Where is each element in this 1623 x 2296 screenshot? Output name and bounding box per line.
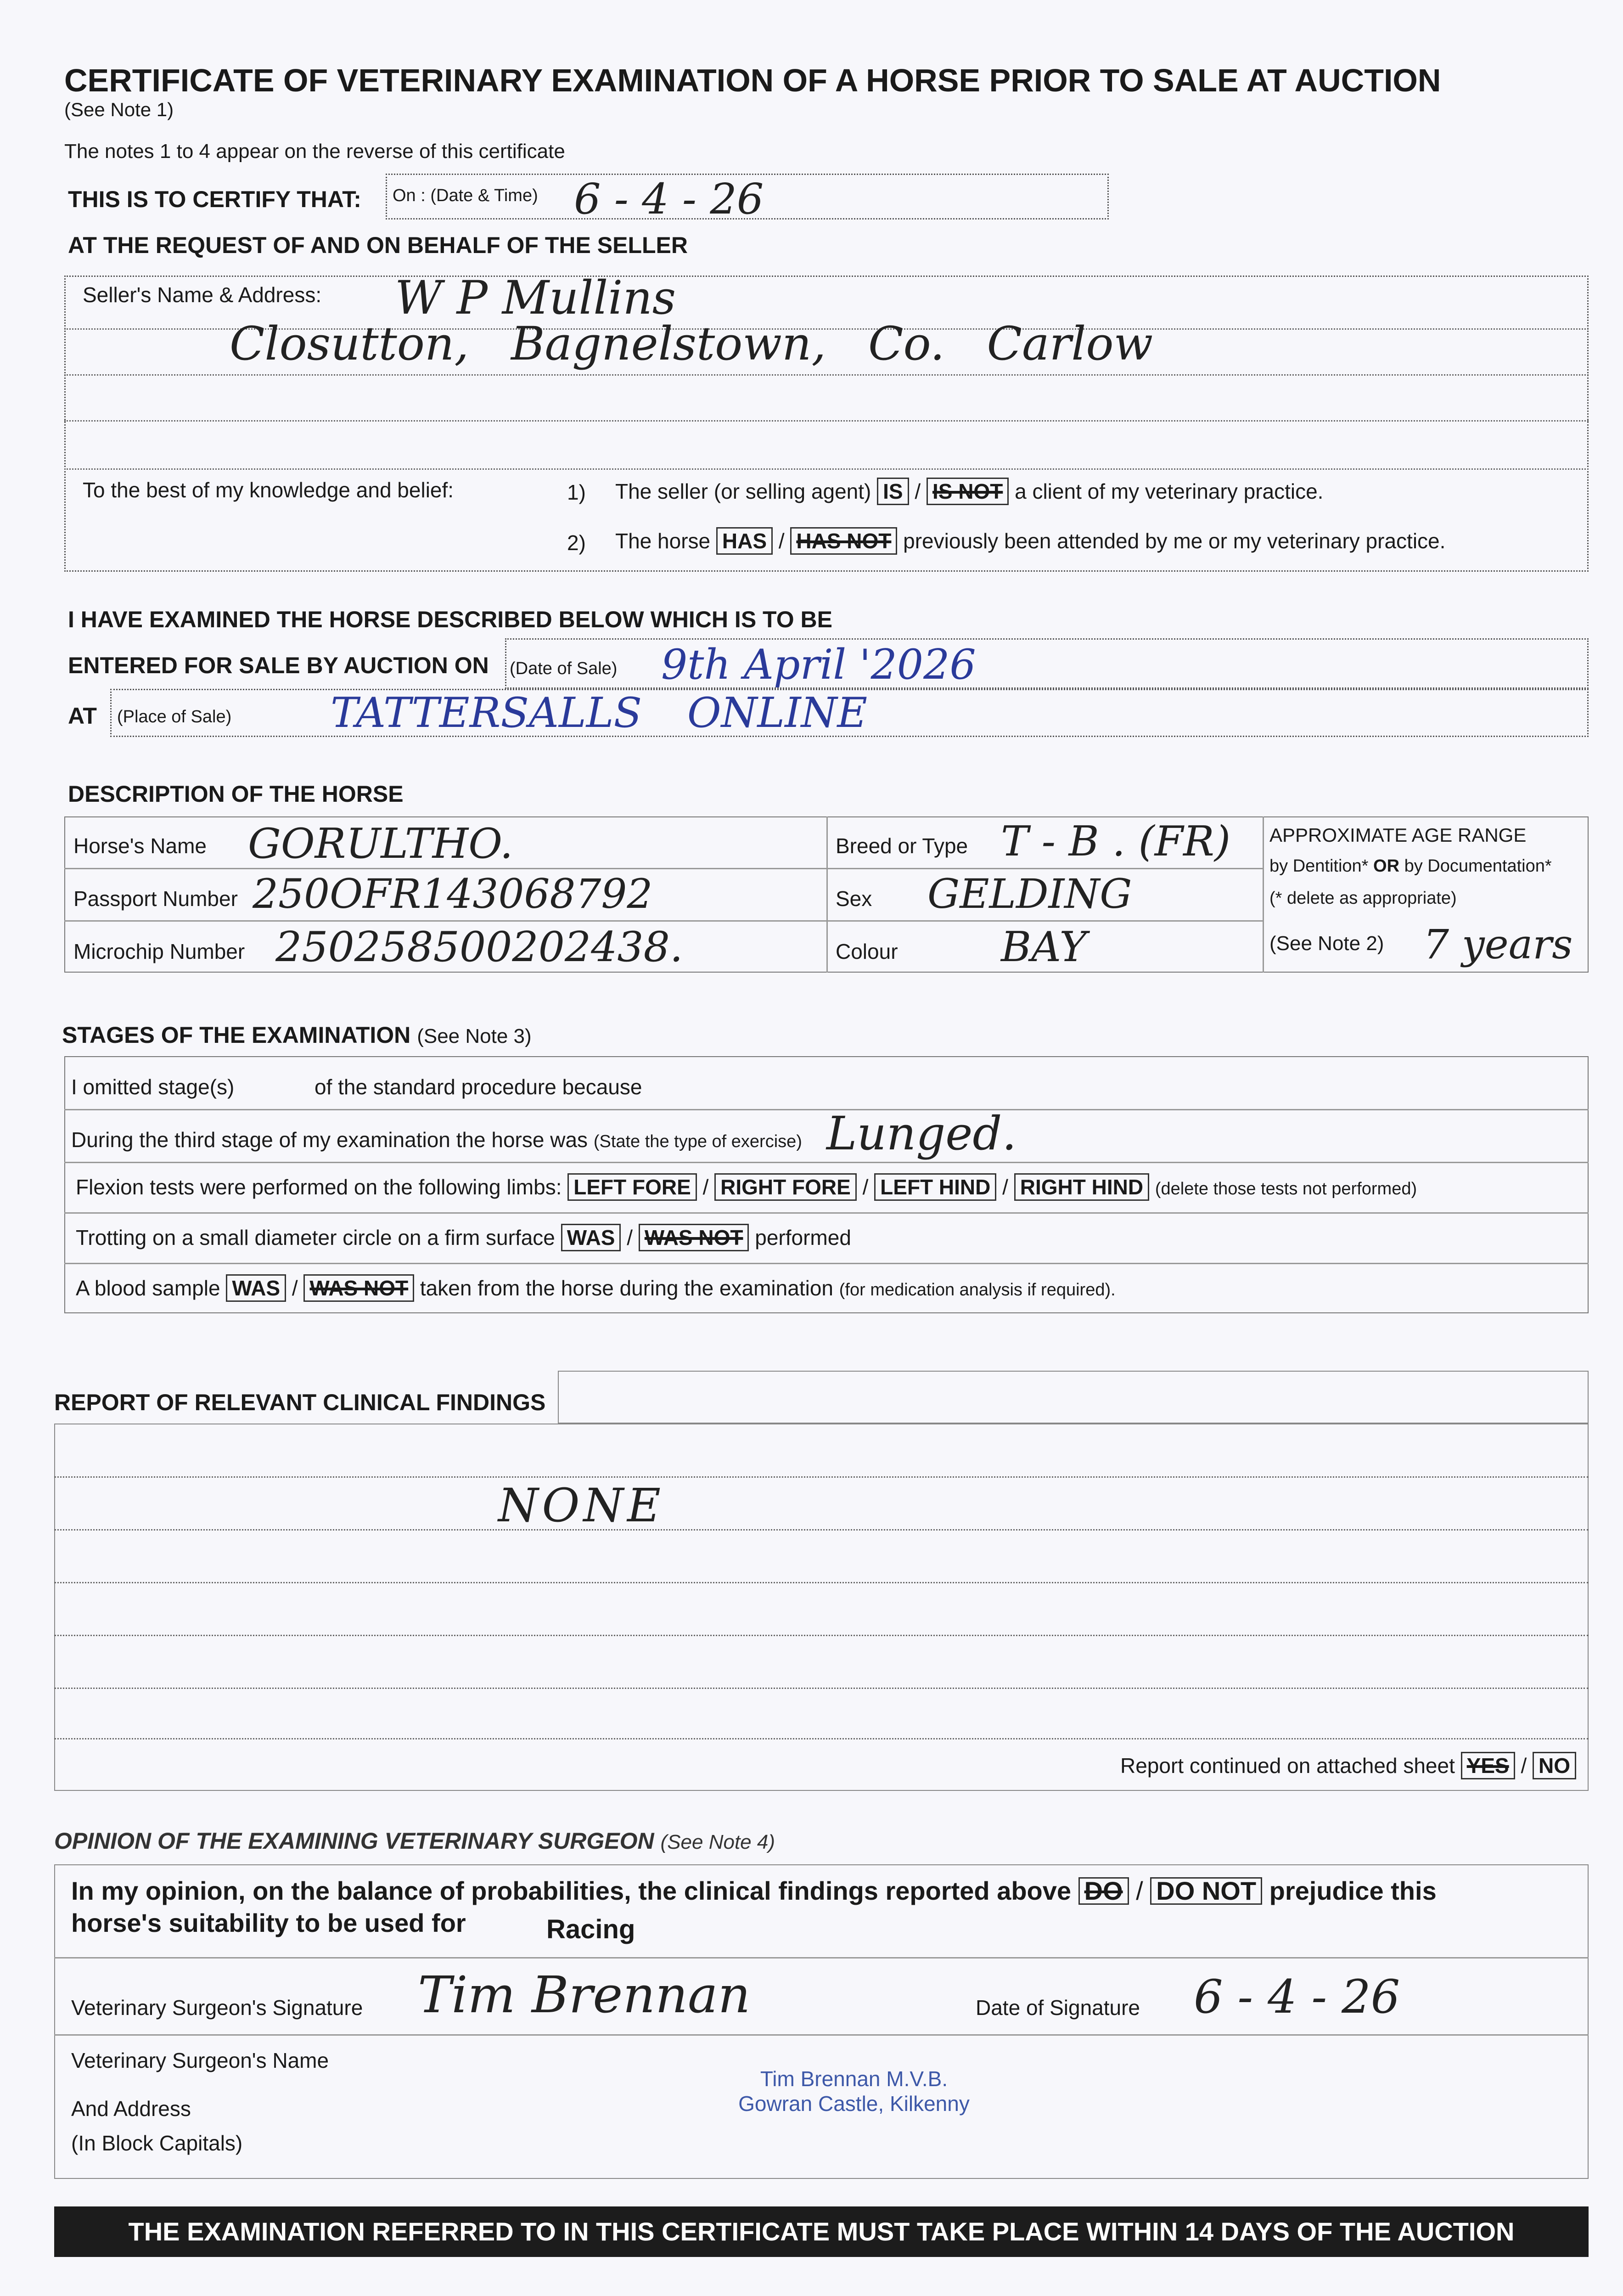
report-heading-box	[558, 1371, 1589, 1424]
sale-heading-1: I HAVE EXAMINED THE HORSE DESCRIBED BELOW WHICH IS TO BE	[68, 607, 832, 632]
stmt2-has-option[interactable]: HAS	[716, 527, 773, 555]
report-heading: REPORT OF RELEVANT CLINICAL FINDINGS	[54, 1390, 546, 1415]
stamp-line-2: Gowran Castle, Kilkenny	[738, 2092, 970, 2116]
blood-pre: A blood sample	[76, 1276, 220, 1300]
opinion-heading	[54, 1828, 775, 1854]
seller-name-value: W P Mullins	[395, 271, 676, 325]
blood-row	[76, 1274, 1116, 1302]
age-value: 7 years	[1423, 921, 1573, 968]
passport-label: Passport Number	[73, 887, 238, 911]
slash: /	[915, 479, 921, 503]
opinion-text-pre: In my opinion, on the balance of probabilities, the clinical findings reported above	[71, 1876, 1072, 1905]
limb-right-fore[interactable]: RIGHT FORE	[714, 1173, 857, 1201]
date-signature-value: 6 - 4 - 26	[1194, 1970, 1400, 2024]
exam-heading-note: (See Note 3)	[417, 1025, 532, 1047]
on-date-value: 6 - 4 - 26	[574, 174, 764, 224]
microchip-value: 250258500202438.	[275, 923, 683, 971]
sale-date-label: (Date of Sale)	[510, 659, 618, 678]
flexion-pre: Flexion tests were performed on the following limbs:	[76, 1175, 562, 1199]
vet-address-label: And Address	[71, 2097, 191, 2121]
sale-date-value: 9th April '2026	[661, 641, 976, 689]
age-by-dentition[interactable]: by Dentition*	[1269, 856, 1369, 876]
seller-address-value: Closutton, Bagnelstown, Co. Carlow	[230, 317, 1153, 371]
slash: /	[778, 529, 785, 553]
sex-value: GELDING	[927, 870, 1132, 917]
report-area[interactable]	[54, 1424, 1589, 1791]
exam-heading	[62, 1022, 532, 1048]
third-stage-pre: During the third stage of my examination the horse was	[71, 1128, 588, 1152]
horse-name-value: GORULTHO.	[248, 820, 513, 868]
stmt1-is-option[interactable]: IS	[877, 478, 909, 505]
certificate-title: CERTIFICATE OF VETERINARY EXAMINATION OF A HORSE PRIOR TO SALE AT AUCTION	[64, 62, 1441, 98]
date-signature-label: Date of Signature	[976, 1996, 1140, 2020]
slash: /	[1002, 1175, 1008, 1199]
age-line3: (* delete as appropriate)	[1269, 889, 1457, 908]
horse-heading: DESCRIPTION OF THE HORSE	[68, 781, 404, 807]
limb-left-fore[interactable]: LEFT FORE	[567, 1173, 697, 1201]
limb-left-hind[interactable]: LEFT HIND	[874, 1173, 996, 1201]
breed-label: Breed or Type	[836, 834, 968, 858]
vet-stamp	[716, 2066, 992, 2116]
age-title: APPROXIMATE AGE RANGE	[1269, 824, 1527, 846]
at-label: AT	[68, 703, 97, 729]
limb-right-hind[interactable]: RIGHT HIND	[1014, 1173, 1149, 1201]
stamp-line-1: Tim Brennan M.V.B.	[760, 2067, 948, 2091]
continued-no-option[interactable]: NO	[1533, 1752, 1576, 1779]
opinion-line-1	[71, 1876, 1437, 1906]
blood-was-not-option[interactable]: WAS NOT	[303, 1274, 414, 1302]
stmt1-pre: The seller (or selling agent)	[615, 479, 871, 503]
age-note: (See Note 2)	[1269, 932, 1384, 955]
opinion-do-option[interactable]: DO	[1078, 1877, 1129, 1905]
purpose-value: Racing	[546, 1914, 635, 1944]
breed-value: T - B . (FR)	[1001, 817, 1231, 866]
stmt1-post: a client of my veterinary practice.	[1015, 479, 1324, 503]
slash: /	[1136, 1876, 1143, 1905]
slash: /	[292, 1276, 298, 1300]
report-continued-label: Report continued on attached sheet	[1120, 1754, 1455, 1778]
age-by-documentation[interactable]: by Documentation*	[1404, 856, 1552, 876]
exam-heading-text: STAGES OF THE EXAMINATION	[62, 1022, 411, 1048]
request-heading: AT THE REQUEST OF AND ON BEHALF OF THE SELLER	[68, 232, 688, 258]
notes-line: The notes 1 to 4 appear on the reverse of this certificate	[64, 140, 565, 163]
slash: /	[627, 1226, 633, 1249]
horse-name-label: Horse's Name	[73, 834, 207, 858]
stmt2-num: 2)	[567, 531, 586, 555]
colour-label: Colour	[836, 940, 898, 963]
passport-value: 250OFR143068792	[253, 870, 653, 917]
on-date-label: On : (Date & Time)	[393, 186, 538, 205]
vet-name-label: Veterinary Surgeon's Name	[71, 2048, 329, 2072]
colour-value: BAY	[1001, 923, 1087, 971]
opinion-text-post: prejudice this	[1269, 1876, 1437, 1905]
trot-was-option[interactable]: WAS	[561, 1224, 621, 1251]
blood-post: taken from the horse during the examination	[420, 1276, 833, 1300]
age-line2	[1269, 856, 1552, 876]
signature-value: Tim Brennan	[418, 1965, 751, 2024]
sale-place-value: TATTERSALLS ONLINE	[331, 689, 868, 737]
opinion-do-not-option[interactable]: DO NOT	[1150, 1877, 1262, 1905]
omitted-pre: I omitted stage(s)	[71, 1075, 235, 1099]
omitted-post: of the standard procedure because	[314, 1075, 642, 1099]
footer-banner: THE EXAMINATION REFERRED TO IN THIS CERTIFICATE MUST TAKE PLACE WITHIN 14 DAYS OF THE AUCTION	[54, 2206, 1589, 2257]
slash: /	[1521, 1754, 1527, 1778]
trot-row	[76, 1224, 851, 1251]
signature-label: Veterinary Surgeon's Signature	[71, 1996, 363, 2020]
block-caps-label: (In Block Capitals)	[71, 2131, 243, 2155]
third-stage-note: (State the type of exercise)	[593, 1132, 802, 1151]
sale-heading-2: ENTERED FOR SALE BY AUCTION ON	[68, 653, 489, 678]
opinion-line-2: horse's suitability to be used for	[71, 1908, 466, 1937]
stmt1	[615, 478, 1323, 505]
stmt2-pre: The horse	[615, 529, 711, 553]
stmt1-num: 1)	[567, 480, 586, 504]
stmt2-has-not-option[interactable]: HAS NOT	[790, 527, 897, 555]
sex-label: Sex	[836, 887, 872, 911]
flexion-note: (delete those tests not performed)	[1155, 1179, 1417, 1199]
knowledge-label: To the best of my knowledge and belief:	[83, 478, 454, 502]
stmt1-is-not-option[interactable]: IS NOT	[927, 478, 1009, 505]
blood-was-option[interactable]: WAS	[226, 1274, 286, 1302]
opinion-heading-note: (See Note 4)	[660, 1831, 775, 1853]
finding-value: NONE	[498, 1479, 664, 1532]
report-continued	[1120, 1752, 1576, 1779]
stmt2	[615, 527, 1445, 555]
flexion-row	[76, 1173, 1417, 1201]
seller-name-address-label: Seller's Name & Address:	[83, 283, 322, 307]
blood-note: (for medication analysis if required).	[839, 1280, 1116, 1300]
stmt2-post: previously been attended by me or my veterinary practice.	[903, 529, 1446, 553]
trot-pre: Trotting on a small diameter circle on a firm surface	[76, 1226, 555, 1249]
trot-post: performed	[755, 1226, 851, 1249]
age-or: OR	[1373, 856, 1400, 876]
slash: /	[862, 1175, 869, 1199]
continued-yes-option[interactable]: YES	[1461, 1752, 1515, 1779]
microchip-label: Microchip Number	[73, 940, 245, 963]
trot-was-not-option[interactable]: WAS NOT	[639, 1224, 749, 1251]
third-stage	[71, 1127, 802, 1152]
place-label: (Place of Sale)	[117, 707, 232, 726]
see-note-1: (See Note 1)	[64, 99, 174, 120]
third-stage-value: Lunged.	[826, 1107, 1017, 1160]
slash: /	[702, 1175, 709, 1199]
certify-label: THIS IS TO CERTIFY THAT:	[68, 186, 361, 212]
opinion-heading-text: OPINION OF THE EXAMINING VETERINARY SURGEON	[54, 1828, 654, 1854]
